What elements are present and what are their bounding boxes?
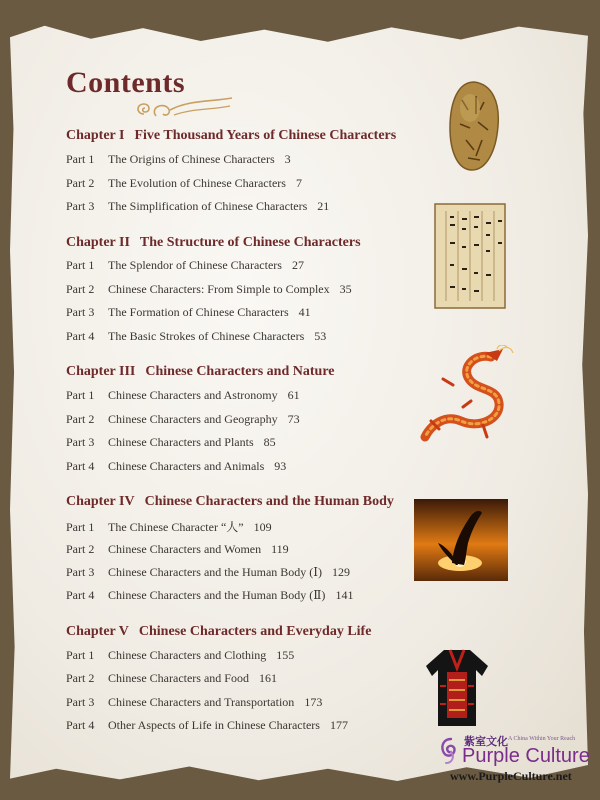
chapter-title: Five Thousand Years of Chinese Characters xyxy=(134,128,397,143)
toc-entry xyxy=(66,459,286,474)
toc-entry xyxy=(66,435,276,450)
chapter-heading xyxy=(66,494,394,510)
chapter-title: Chinese Characters and Everyday Life xyxy=(138,624,372,639)
toc-entry xyxy=(66,388,300,403)
part-label: Part 4 xyxy=(66,588,95,602)
sunset-silhouette-image xyxy=(414,499,508,581)
toc-entry xyxy=(66,565,350,580)
part-title: Chinese Characters and the Human Body (Ⅱ) xyxy=(108,588,326,602)
part-label: Part 3 xyxy=(66,565,95,579)
part-label: Part 1 xyxy=(66,152,95,166)
chapter-heading xyxy=(66,364,335,380)
page-number: 173 xyxy=(304,695,323,709)
toc-entry xyxy=(66,588,353,603)
part-title: The Chinese Character “人” xyxy=(108,520,244,534)
part-title: Chinese Characters and Plants xyxy=(108,435,254,449)
page-number: 35 xyxy=(339,282,352,296)
chapter-title: Chinese Characters and Nature xyxy=(145,364,335,379)
chapter-number: Chapter II xyxy=(66,235,130,250)
hanfu-robe-image xyxy=(422,646,492,728)
toc-entry xyxy=(66,176,302,191)
swirl-logo-icon xyxy=(440,737,462,765)
part-title: Chinese Characters: From Simple to Complex xyxy=(108,282,330,296)
ancient-book-image xyxy=(434,203,506,309)
chapter-number: Chapter IV xyxy=(66,494,135,509)
toc-entry xyxy=(66,695,322,710)
chapter-heading xyxy=(66,624,371,640)
chapter-heading xyxy=(66,128,396,144)
toc-entry xyxy=(66,329,326,344)
watermark-url: www.PurpleCulture.net xyxy=(450,769,572,783)
toc-entry xyxy=(66,152,291,167)
part-label: Part 1 xyxy=(66,520,95,534)
part-title: The Simplification of Chinese Characters xyxy=(108,199,308,213)
dragon-image xyxy=(413,345,515,443)
page-number: 41 xyxy=(298,305,311,319)
part-title: Chinese Characters and Animals xyxy=(108,459,265,473)
toc-entry xyxy=(66,518,272,535)
part-title: The Evolution of Chinese Characters xyxy=(108,176,286,190)
part-label: Part 2 xyxy=(66,671,95,685)
part-label: Part 4 xyxy=(66,329,95,343)
part-title: Chinese Characters and Astronomy xyxy=(108,388,278,402)
toc-entry xyxy=(66,282,352,297)
toc-entry xyxy=(66,542,289,557)
toc-entry xyxy=(66,718,348,733)
page-number: 177 xyxy=(329,718,348,732)
oracle-bone-image xyxy=(446,80,502,172)
chapter-heading xyxy=(66,235,361,251)
part-label: Part 1 xyxy=(66,388,95,402)
part-label: Part 2 xyxy=(66,412,95,426)
watermark-logo xyxy=(440,733,590,785)
chapter-number: Chapter III xyxy=(66,364,136,379)
watermark-slogan: A China Within Your Reach xyxy=(508,736,576,742)
part-title: The Formation of Chinese Characters xyxy=(108,305,289,319)
page-number: 27 xyxy=(291,258,304,272)
page-number: 93 xyxy=(274,459,287,473)
part-label: Part 1 xyxy=(66,258,95,272)
toc-entry xyxy=(66,258,304,273)
part-title: Chinese Characters and Geography xyxy=(108,412,278,426)
page-number: 73 xyxy=(287,412,300,426)
page-number: 61 xyxy=(287,388,300,402)
page-number: 85 xyxy=(263,435,276,449)
part-title: Other Aspects of Life in Chinese Characters xyxy=(108,718,320,732)
chapter-title: Chinese Characters and the Human Body xyxy=(144,494,394,509)
cloud-swirl-icon xyxy=(134,96,234,122)
part-label: Part 3 xyxy=(66,435,95,449)
part-label: Part 2 xyxy=(66,542,95,556)
page-title-block xyxy=(66,66,185,100)
chapter-number: Chapter V xyxy=(66,624,129,639)
toc-entry xyxy=(66,305,311,320)
part-label: Part 3 xyxy=(66,199,95,213)
part-title: Chinese Characters and the Human Body (Ⅰ) xyxy=(108,565,323,579)
part-label: Part 3 xyxy=(66,695,95,709)
page-number: 141 xyxy=(335,588,354,602)
toc-entry xyxy=(66,412,300,427)
page-number: 21 xyxy=(317,199,330,213)
part-title: The Basic Strokes of Chinese Characters xyxy=(108,329,305,343)
page-number: 7 xyxy=(295,176,302,190)
part-title: Chinese Characters and Transportation xyxy=(108,695,295,709)
page-number: 119 xyxy=(271,542,289,556)
part-title: Chinese Characters and Food xyxy=(108,671,249,685)
page-number: 109 xyxy=(253,520,272,534)
part-label: Part 4 xyxy=(66,718,95,732)
part-label: Part 4 xyxy=(66,459,95,473)
part-label: Part 3 xyxy=(66,305,95,319)
page-number: 53 xyxy=(314,329,327,343)
watermark-name: Purple Culture xyxy=(462,745,590,767)
toc-entry xyxy=(66,648,294,663)
chapter-number: Chapter I xyxy=(66,128,125,143)
page-title: Contents xyxy=(66,66,186,99)
page-number: 155 xyxy=(276,648,295,662)
toc-entry xyxy=(66,671,277,686)
page-number: 129 xyxy=(332,565,351,579)
part-title: Chinese Characters and Women xyxy=(108,542,262,556)
part-title: The Origins of Chinese Characters xyxy=(108,152,275,166)
toc-entry xyxy=(66,199,329,214)
watermark-chinese: 紫室文化 xyxy=(464,736,508,748)
part-label: Part 1 xyxy=(66,648,95,662)
part-label: Part 2 xyxy=(66,282,95,296)
chapter-title: The Structure of Chinese Characters xyxy=(139,235,361,250)
part-label: Part 2 xyxy=(66,176,95,190)
page-number: 161 xyxy=(258,671,277,685)
part-title: Chinese Characters and Clothing xyxy=(108,648,267,662)
page-number: 3 xyxy=(284,152,291,166)
part-title: The Splendor of Chinese Characters xyxy=(108,258,282,272)
